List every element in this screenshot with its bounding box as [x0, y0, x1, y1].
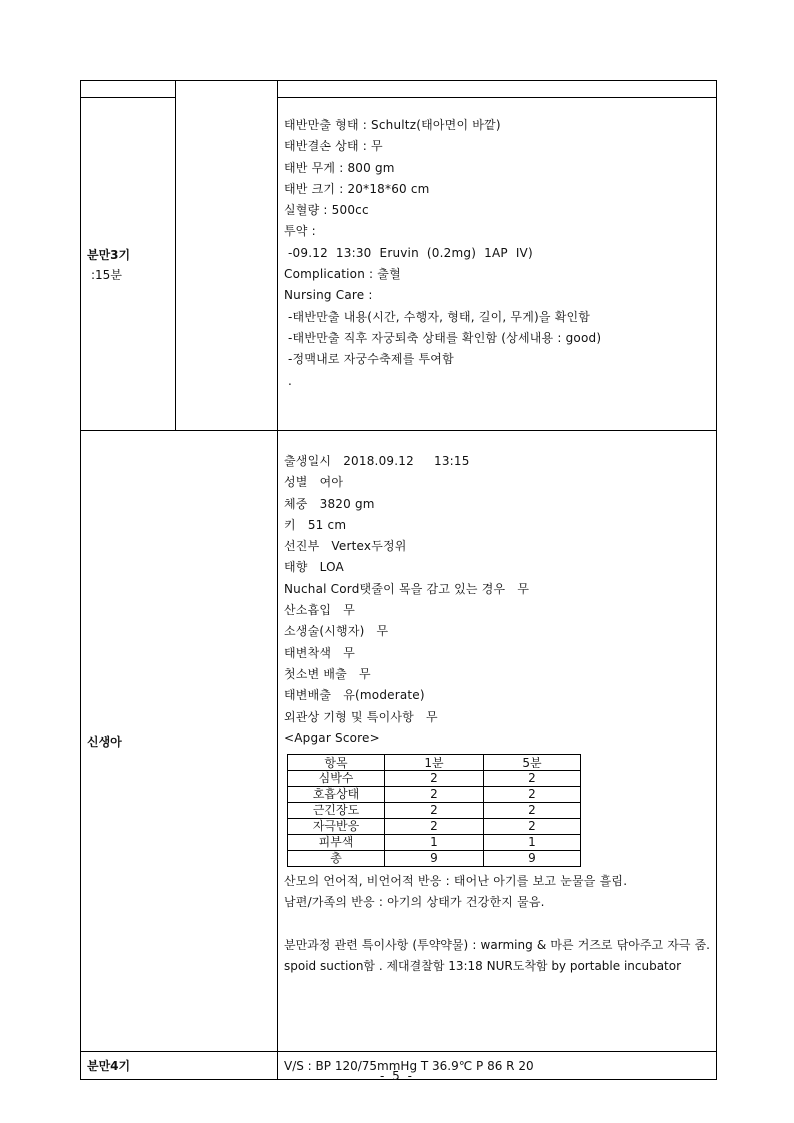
- stage3-label-cell: [81, 98, 176, 431]
- stage3-content: [278, 98, 717, 431]
- page-number: - 5 -: [380, 1069, 414, 1083]
- apgar-cell: 근긴장도: [288, 803, 385, 819]
- apgar-cell: 1: [385, 835, 484, 851]
- newborn-line: 태향 LOA: [284, 560, 344, 575]
- apgar-cell: 2: [484, 819, 581, 835]
- stage3-line: -정맥내로 자궁수축제를 투여함: [284, 352, 454, 367]
- apgar-table: [287, 754, 581, 867]
- apgar-cell: 2: [385, 771, 484, 787]
- newborn-line: 선진부 Vertex두정위: [284, 539, 407, 554]
- apgar-cell: 총: [288, 851, 385, 867]
- newborn-line: 성별 여아: [284, 475, 344, 490]
- stage3-line: 태반 무게 : 800 gm: [284, 160, 395, 175]
- newborn-line: 소생술(시행자) 무: [284, 624, 389, 639]
- apgar-cell: 자극반응: [288, 819, 385, 835]
- stage3-line: Nursing Care :: [284, 288, 373, 303]
- newborn-line: 첫소변 배출 무: [284, 666, 371, 681]
- apgar-cell: 심박수: [288, 771, 385, 787]
- delivery-remark: 분만과정 관련 특이사항 (투약약물) : warming & 마른 거즈로 닦아주고 자극 줌. spoid suction함 . 제대결찰함 13:18 NUR도착함 by portable incubator: [284, 937, 710, 974]
- apgar-row: [288, 819, 581, 835]
- stage3-line: Complication : 출혈: [284, 267, 401, 282]
- header-cell-1: [81, 81, 176, 98]
- record-table: [80, 80, 717, 1080]
- apgar-cell: 9: [385, 851, 484, 867]
- newborn-line: 태변착색 무: [284, 645, 356, 660]
- apgar-total-row: [288, 851, 581, 867]
- newborn-line: 출생일시 2018.09.12 13:15: [284, 454, 470, 468]
- apgar-row: [288, 835, 581, 851]
- apgar-cell: 2: [484, 803, 581, 819]
- apgar-row: [288, 787, 581, 803]
- newborn-line: Nuchal Cord탯줄이 목을 감고 있는 경우 무: [284, 581, 530, 596]
- stage3-sublabel: :15분: [91, 267, 122, 282]
- stage3-line: 태반결손 상태 : 무: [284, 139, 383, 154]
- apgar-row: [288, 803, 581, 819]
- newborn-line: 키 51 cm: [284, 517, 347, 532]
- apgar-cell: 9: [484, 851, 581, 867]
- apgar-header: 1분: [385, 755, 484, 771]
- newborn-line: 태변배출 유(moderate): [284, 688, 425, 703]
- mother-reaction: 산모의 언어적, 비언어적 반응 : 태어난 아기를 보고 눈물을 흘림.: [284, 874, 628, 889]
- stage3-line: .: [284, 373, 293, 388]
- apgar-cell: 2: [385, 787, 484, 803]
- apgar-cell: 2: [484, 771, 581, 787]
- newborn-line: 체중 3820 gm: [284, 496, 375, 511]
- newborn-row: [81, 431, 717, 1052]
- spacer: [284, 914, 710, 935]
- stage3-line: -태반만출 직후 자궁퇴축 상태를 확인함 (상세내용 : good): [284, 330, 602, 345]
- stage4-label: 분만4기: [87, 1059, 131, 1073]
- apgar-cell: 피부색: [288, 835, 385, 851]
- newborn-line: 산소흡입 무: [284, 603, 356, 618]
- header-cell-3: [278, 81, 717, 98]
- header-row: [81, 81, 717, 98]
- apgar-cell: 2: [385, 819, 484, 835]
- newborn-label-cell: [81, 431, 278, 1052]
- apgar-header: 5분: [484, 755, 581, 771]
- apgar-cell: 2: [385, 803, 484, 819]
- stage4-vitals: V/S : BP 120/75mmHg T 36.9℃ P 86 R 20: [284, 1058, 534, 1073]
- stage3-line: 태반 크기 : 20*18*60 cm: [284, 181, 430, 196]
- stage3-line: 태반만출 형태 : Schultz(태아면이 바깥): [284, 118, 501, 132]
- header-cell-2: [176, 81, 278, 431]
- newborn-label: 신생아: [87, 734, 122, 749]
- newborn-line: 외관상 기형 및 특이사항 무: [284, 709, 438, 724]
- stage3-label: 분만3기: [87, 247, 131, 262]
- apgar-cell: 1: [484, 835, 581, 851]
- family-reaction: 남편/가족의 반응 : 아기의 상태가 건강한지 물음.: [284, 895, 545, 910]
- stage3-line: 실혈량 : 500cc: [284, 203, 369, 218]
- apgar-heading: <Apgar Score>: [284, 730, 380, 745]
- stage3-line: 투약 :: [284, 224, 316, 239]
- newborn-content: [278, 431, 717, 1052]
- stage3-line: -태반만출 내용(시간, 수행자, 형태, 길이, 무게)을 확인함: [284, 309, 591, 324]
- apgar-header-row: [288, 755, 581, 771]
- apgar-cell: 2: [484, 787, 581, 803]
- apgar-row: [288, 771, 581, 787]
- stage3-line: -09.12 13:30 Eruvin (0.2mg) 1AP IV): [284, 245, 533, 260]
- apgar-cell: 호흡상태: [288, 787, 385, 803]
- apgar-header: 항목: [288, 755, 385, 771]
